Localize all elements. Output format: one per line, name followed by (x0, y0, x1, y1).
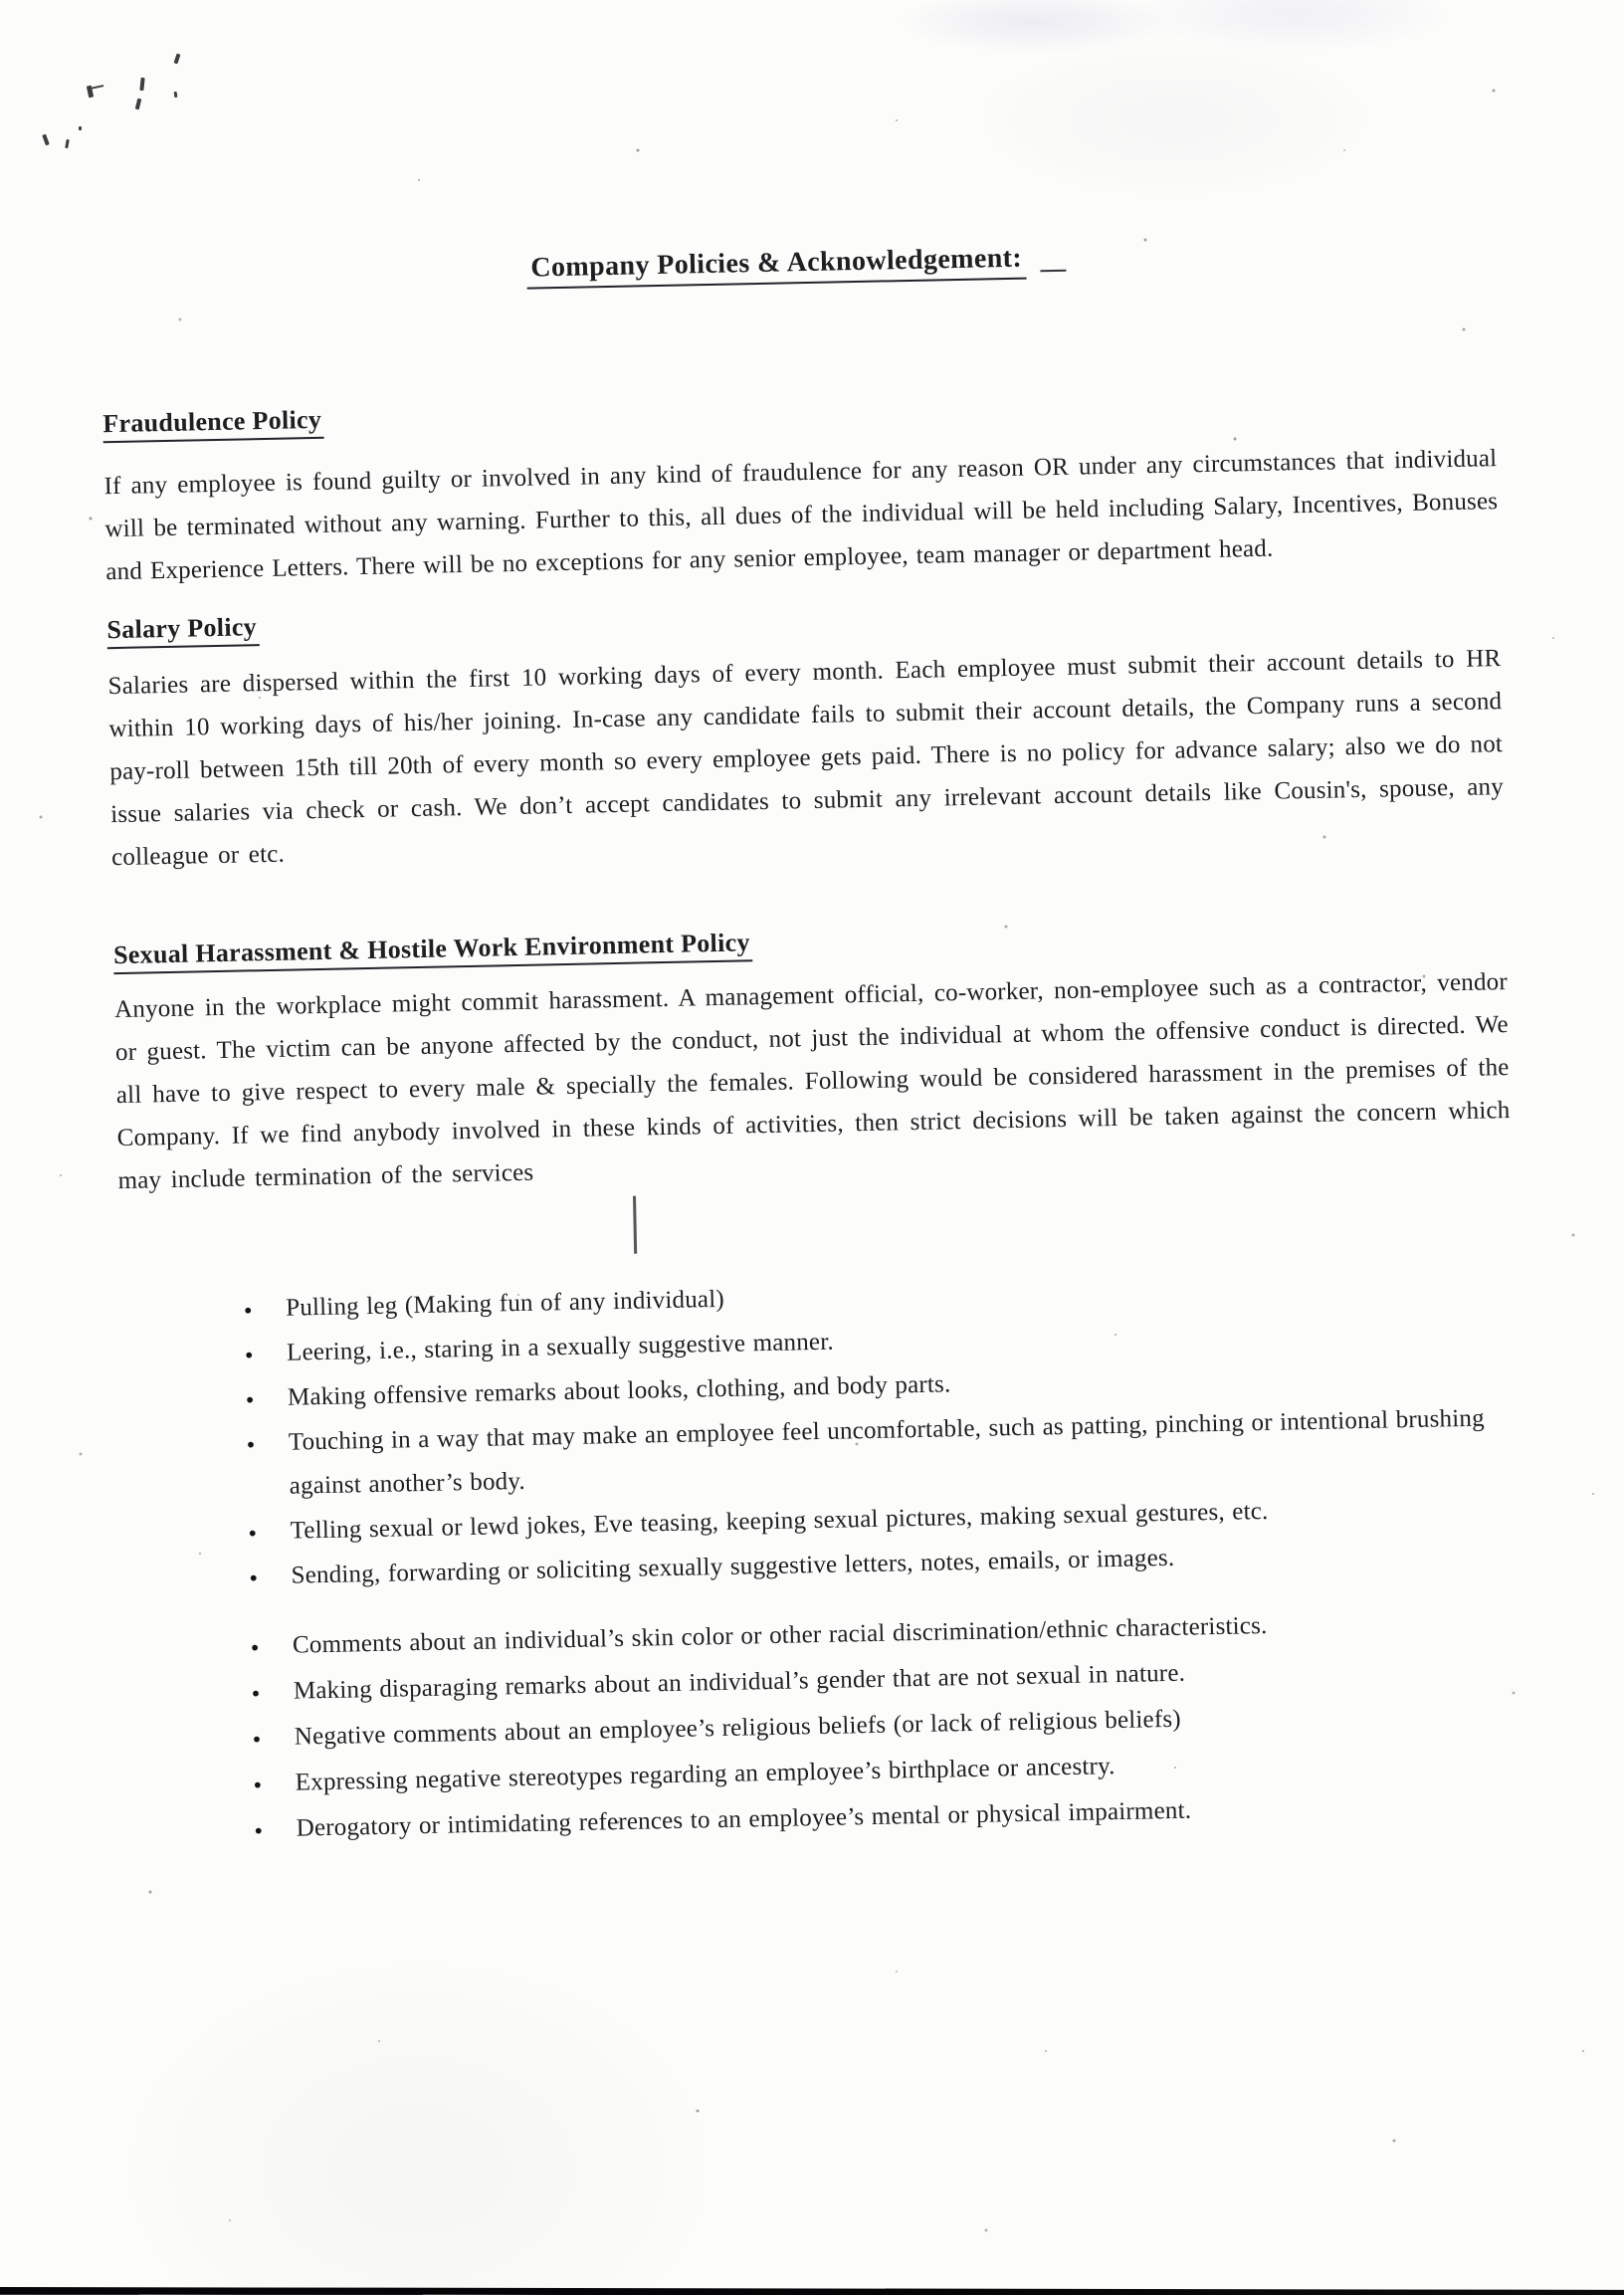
list-item: ● Touching in a way that may make an employee feel uncomfortable, such as patting, pinching or intentional brushing against another’s body. (244, 1396, 1518, 1510)
list-item: ● Making disparaging remarks about an individual’s gender that are not sexual in nature. (249, 1645, 1522, 1715)
harassment-examples-list-2 (127, 1599, 1524, 1854)
section-fraudulence-policy (102, 381, 1499, 593)
list-item: ● Comments about an individual’s skin color or other racial discrimination/ethnic characteristics. (249, 1599, 1522, 1669)
list-item: ● Telling sexual or lewd jokes, Eve teasing, keeping sexual pictures, making sexual gestures, etc. (246, 1485, 1519, 1555)
list-item: ● Making offensive remarks about looks, clothing, and body parts. (244, 1352, 1517, 1421)
page-title: Company Policies & Acknowledgement: (526, 243, 1027, 290)
list-item: ● Sending, forwarding or soliciting sexually suggestive letters, notes, emails, or images. (247, 1530, 1520, 1599)
list-item: ● Derogatory or intimidating references to an employee’s mental or physical impairment. (252, 1782, 1524, 1852)
scanner-edge-bar (0, 2287, 1624, 2295)
title-underline-dash (1040, 270, 1066, 273)
section-harassment-policy (113, 913, 1512, 1202)
fraudulence-policy-paragraph: If any employee is found guilty or involved in any kind of fraudulence for any reason OR under any circumstances that individual will be terminated without any warning. Further to this, all dues of the individual will be held including Salary, Incentives, Bonuses and Experience Letters. There will be no exceptions for any senior employee, team manager or department head. (103, 445, 1499, 586)
harassment-policy-paragraph: Anyone in the workplace might commit harassment. A management official, co-worker, non-employee such as a contractor, vendor or guest. The victim can be anyone affected by the conduct, not just the individual at whom the offensive conduct is directed. We all have to give respect to every male & specially the females. Following would be considered harassment in the premises of the Company. If we find anybody involved in these kinds of activities, then strict decisions will be taken against the concern which may include termination of the services (113, 968, 1511, 1195)
salary-policy-paragraph: Salaries are dispersed within the first 10 working days of every month. Each employee must submit their account details to HR within 10 working days of his/her joining. In-case any candidate fails to submit their account details, the Company runs a second pay-roll between 15th till 20th of every month so every employee gets paid. There is no policy for advance salary; also we do not issue salaries via check or cash. We don’t accept candidates to submit any irrelevant account details like Cousin's, spouse, any colleague or etc. (107, 645, 1505, 872)
salary-policy-heading: Salary Policy (106, 612, 259, 649)
harassment-policy-heading: Sexual Harassment & Hostile Work Environment Policy (113, 928, 752, 974)
list-item: ● Negative comments about an employee’s religious beliefs (or lack of religious beliefs) (250, 1691, 1522, 1761)
stray-pen-mark (633, 1196, 637, 1254)
fraudulence-policy-heading: Fraudulence Policy (102, 405, 324, 443)
list-item: ● Expressing negative stereotypes regarding an employee’s birthplace or ancestry. (251, 1737, 1523, 1806)
list-item: ● Leering, i.e., staring in a sexually suggestive manner. (243, 1307, 1516, 1376)
list-item: ● Pulling leg (Making fun of any individual) (242, 1262, 1515, 1332)
scan-noise (0, 0, 2, 2)
document-title-row (100, 233, 1493, 298)
section-salary-policy (106, 587, 1505, 879)
harassment-examples-list-1 (120, 1262, 1520, 1601)
